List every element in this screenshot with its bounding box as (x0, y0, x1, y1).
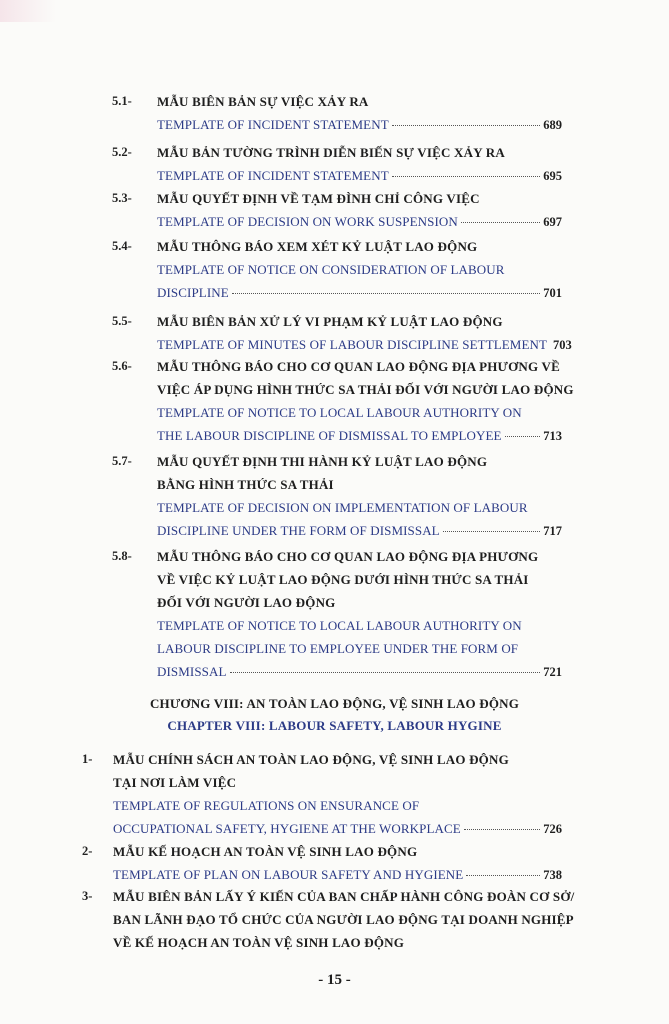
dot-leader (466, 875, 540, 876)
dot-leader (505, 436, 541, 437)
entry-number: 1- (82, 752, 93, 766)
entry-body (157, 90, 562, 137)
entry-number: 5.3- (112, 191, 132, 205)
entry-title-en: THE LABOUR DISCIPLINE OF DISMISSAL TO EMPLOYEE (157, 428, 502, 443)
entry-page-number: 697 (543, 215, 562, 229)
entry-page-number: 721 (543, 665, 562, 679)
entry-page-number: 738 (543, 868, 562, 882)
entry-page-number: 701 (543, 286, 562, 300)
dot-leader (392, 176, 541, 177)
entry-title-vn: TẠI NƠI LÀM VIỆC (113, 775, 237, 790)
dot-leader (461, 222, 540, 223)
entry-number: 5.2- (112, 145, 132, 159)
dot-leader (230, 672, 541, 673)
entry-title-en: DISCIPLINE UNDER THE FORM OF DISMISSAL (157, 523, 440, 538)
entry-page-number: 717 (543, 524, 562, 538)
entry-page-number: 726 (543, 822, 562, 836)
entry-body (157, 450, 562, 543)
entry-title-en: TEMPLATE OF NOTICE TO LOCAL LABOUR AUTHORITY ON (157, 618, 522, 633)
entry-title-vn: MẪU QUYẾT ĐỊNH VỀ TẠM ĐÌNH CHỈ CÔNG VIỆC (157, 191, 480, 206)
entry-body (157, 355, 574, 448)
entry-body (157, 141, 562, 188)
entry-title-en-last (157, 424, 562, 448)
entry-title-vn: BẰNG HÌNH THỨC SA THẢI (157, 477, 334, 492)
entry-title-en: TEMPLATE OF NOTICE ON CONSIDERATION OF LABOUR (157, 262, 505, 277)
entry-body (157, 235, 562, 305)
entry-page-number: 713 (543, 429, 562, 443)
entry-title-en: DISMISSAL (157, 664, 227, 679)
entry-title-vn: MẪU BẢN TƯỜNG TRÌNH DIỄN BIẾN SỰ VIỆC XẢY RA (157, 145, 505, 160)
entry-title-vn: MẪU KẾ HOẠCH AN TOÀN VỆ SINH LAO ĐỘNG (113, 844, 418, 859)
entry-title-vn: MẪU THÔNG BÁO CHO CƠ QUAN LAO ĐỘNG ĐỊA PHƯƠNG VỀ (157, 359, 560, 374)
scan-edge-mark (0, 0, 56, 22)
entry-number: 5.6- (112, 359, 132, 373)
entry-title-vn: VỀ VIỆC KỶ LUẬT LAO ĐỘNG DƯỚI HÌNH THỨC SA THẢI (157, 572, 529, 587)
entry-title-vn: VIỆC ÁP DỤNG HÌNH THỨC SA THẢI ĐỐI VỚI NGƯỜI LAO ĐỘNG (157, 382, 574, 397)
entry-title-vn: MẪU BIÊN BẢN XỬ LÝ VI PHẠM KỶ LUẬT LAO ĐỘNG (157, 314, 503, 329)
entry-title-en: TEMPLATE OF INCIDENT STATEMENT (157, 168, 389, 183)
entry-title-en: TEMPLATE OF MINUTES OF LABOUR DISCIPLINE SETTLEMENT (157, 337, 548, 352)
entry-title-vn: MẪU BIÊN BẢN SỰ VIỆC XẢY RA (157, 94, 369, 109)
entry-title-en: TEMPLATE OF REGULATIONS ON ENSURANCE OF (113, 798, 420, 813)
entry-page-number: 689 (543, 118, 562, 132)
chapter-title-vn: CHƯƠNG VIII: AN TOÀN LAO ĐỘNG, VỆ SINH LAO ĐỘNG (149, 696, 520, 711)
entry-title-en: TEMPLATE OF DECISION ON WORK SUSPENSION (157, 214, 458, 229)
entry-title-vn: MẪU BIÊN BẢN LẤY Ý KIẾN CỦA BAN CHẤP HÀNH CÔNG ĐOÀN CƠ SỞ/ (113, 889, 575, 904)
entry-title-vn: BAN LÃNH ĐẠO TỔ CHỨC CỦA NGƯỜI LAO ĐỘNG TẠI DOANH NGHIỆP (113, 912, 574, 927)
entry-title-en-last (113, 817, 562, 841)
entry-title-vn: ĐỐI VỚI NGƯỜI LAO ĐỘNG (157, 595, 336, 610)
entry-body (113, 885, 575, 954)
entry-number: 3- (82, 889, 93, 903)
entry-title-en: DISCIPLINE (157, 285, 229, 300)
entry-title-en-last (157, 660, 562, 684)
entry-title-en-last (113, 863, 562, 887)
entry-body (113, 748, 562, 841)
entry-page-number: 695 (543, 169, 562, 183)
entry-title-en-last (157, 210, 562, 234)
entry-number: 5.4- (112, 239, 132, 253)
entry-title-en-last (157, 164, 562, 188)
entry-title-en: TEMPLATE OF NOTICE TO LOCAL LABOUR AUTHORITY ON (157, 405, 522, 420)
entry-title-en-last (157, 333, 572, 357)
entry-number: 5.7- (112, 454, 132, 468)
page-number: - 15 - (318, 972, 351, 988)
entry-number: 5.8- (112, 549, 132, 563)
entry-body (157, 545, 562, 684)
entry-number: 5.1- (112, 94, 132, 108)
entry-number: 2- (82, 844, 93, 858)
dot-leader (464, 829, 540, 830)
entry-title-vn: MẪU THÔNG BÁO XEM XÉT KỶ LUẬT LAO ĐỘNG (157, 239, 478, 254)
entry-title-vn: MẪU THÔNG BÁO CHO CƠ QUAN LAO ĐỘNG ĐỊA PHƯƠNG (157, 549, 539, 564)
dot-leader (443, 531, 541, 532)
entry-title-vn: VỀ KẾ HOẠCH AN TOÀN VỆ SINH LAO ĐỘNG (113, 935, 405, 950)
entry-title-en-last (157, 113, 562, 137)
entry-body (113, 840, 562, 887)
entry-title-en: TEMPLATE OF INCIDENT STATEMENT (157, 117, 389, 132)
entry-title-vn: MẪU CHÍNH SÁCH AN TOÀN LAO ĐỘNG, VỆ SINH LAO ĐỘNG (113, 752, 509, 767)
entry-title-en: TEMPLATE OF DECISION ON IMPLEMENTATION OF LABOUR (157, 500, 528, 515)
chapter-title-en: CHAPTER VIII: LABOUR SAFETY, LABOUR HYGINE (167, 718, 502, 733)
entry-title-en: TEMPLATE OF PLAN ON LABOUR SAFETY AND HYGIENE (113, 867, 464, 882)
entry-body (157, 310, 572, 357)
entry-title-en-last (157, 519, 562, 543)
entry-title-en: LABOUR DISCIPLINE TO EMPLOYEE UNDER THE FORM OF (157, 641, 519, 656)
dot-leader (232, 293, 540, 294)
entry-title-en: OCCUPATIONAL SAFETY, HYGIENE AT THE WORKPLACE (113, 821, 461, 836)
entry-page-number: 703 (553, 338, 572, 352)
dot-leader (392, 125, 541, 126)
entry-title-en-last (157, 281, 562, 305)
entry-title-vn: MẪU QUYẾT ĐỊNH THI HÀNH KỶ LUẬT LAO ĐỘNG (157, 454, 488, 469)
chapter-heading (0, 693, 669, 737)
entry-body (157, 187, 562, 234)
entry-number: 5.5- (112, 314, 132, 328)
